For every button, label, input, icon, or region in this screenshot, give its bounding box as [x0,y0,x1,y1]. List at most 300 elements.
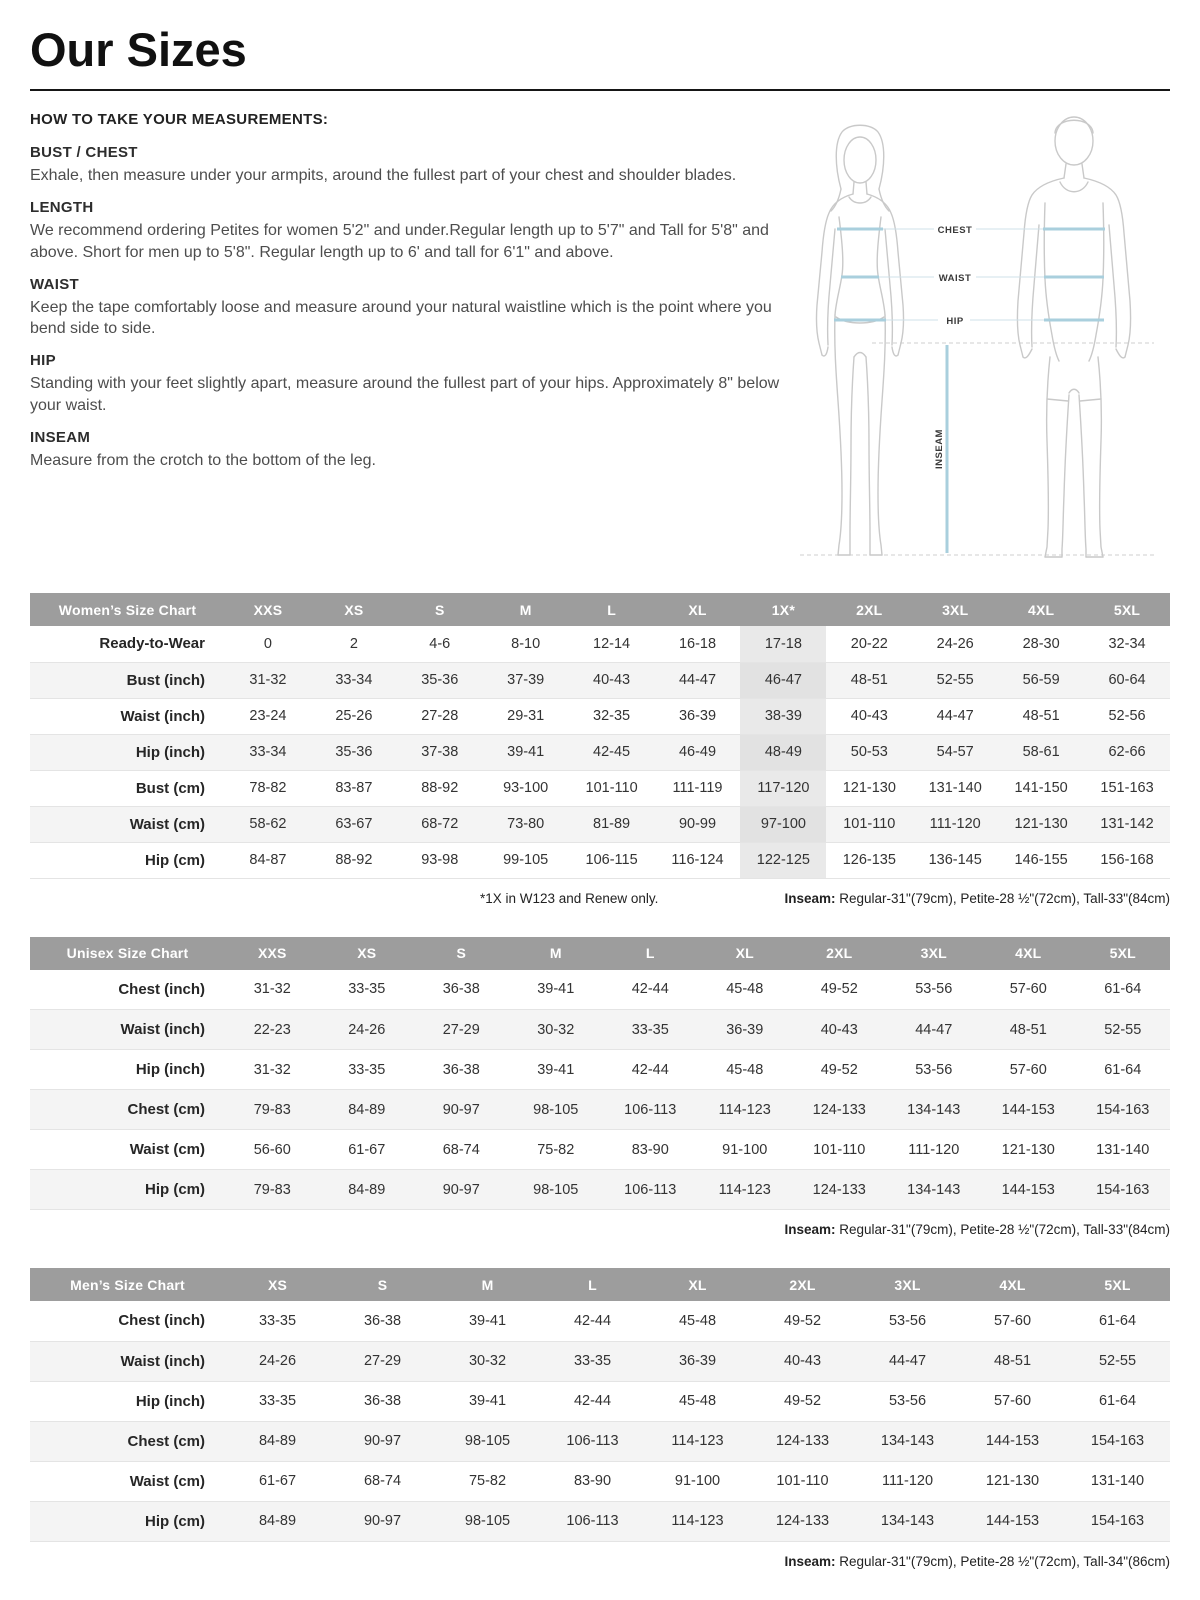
size-cell: 60-64 [1108,672,1146,688]
size-cell: 126-135 [842,852,896,868]
size-cell: 33-35 [348,1061,386,1078]
measurement-diagram [780,105,1170,567]
size-cell: 106-113 [566,1513,619,1529]
size-cell: 49-52 [820,1061,858,1078]
mens-footnotes [30,1554,1170,1574]
mens-size-table [30,1268,1170,1542]
size-cell: 61-67 [348,1141,386,1158]
size-cell: 44-47 [888,1353,927,1369]
size-cell: 101-110 [843,816,896,832]
row-label: Waist (inch) [120,707,205,725]
table-row [30,1050,1170,1090]
row-label: Hip (cm) [145,1512,205,1530]
section-title: LENGTH [30,199,94,217]
row-label: Chest (cm) [127,1101,205,1118]
size-cell: 32-35 [593,708,631,724]
instruction-length [30,199,780,263]
size-cell: 48-51 [850,672,888,688]
size-column-header: 3XL [912,593,998,626]
size-cell: 37-39 [507,672,545,688]
size-cell: 45-48 [678,1393,717,1409]
size-cell: 68-74 [363,1473,402,1489]
size-cell: 2 [349,635,358,652]
size-cell: 44-47 [915,1021,953,1038]
size-cell: 33-35 [258,1312,297,1329]
size-cell: 84-89 [348,1101,386,1118]
size-cell: 52-55 [936,672,974,688]
table-row [30,1090,1170,1130]
size-cell: 134-143 [907,1101,961,1118]
size-cell: 8-10 [511,635,541,652]
size-column-header: L [603,937,698,970]
size-cell: 31-32 [253,981,291,998]
section-title: WAIST [30,275,79,293]
size-cell: 106-113 [566,1433,619,1449]
size-cell: 48-49 [740,734,826,770]
size-cell: 62-66 [1108,744,1146,760]
size-cell: 154-163 [1090,1513,1145,1529]
size-column-header: XXS [225,937,320,970]
size-column-header: M [509,937,604,970]
table-header-row [30,937,1170,970]
size-cell: 154-163 [1096,1101,1150,1118]
size-cell: 39-41 [468,1393,507,1409]
size-cell: 52-55 [1104,1021,1142,1038]
size-cell: 52-56 [1108,708,1146,724]
size-cell: 131-142 [1100,816,1154,832]
table-row [30,1130,1170,1170]
size-cell: 40-43 [593,672,631,688]
inseam-footnote-text: Regular-31"(79cm), Petite-28 ½"(72cm), Tall-33"(84cm) [835,1222,1170,1237]
size-cell: 20-22 [850,635,888,652]
row-label: Waist (inch) [120,1352,205,1370]
footnote-inseam [784,1222,1170,1237]
unisex-size-chart [30,937,1170,1243]
inseam-footnote-label: Inseam: [784,1553,836,1569]
size-cell: 83-87 [335,780,373,796]
size-cell: 146-155 [1014,852,1068,868]
size-cell: 101-110 [585,780,638,796]
size-column-header: 4XL [960,1268,1065,1301]
size-cell: 24-26 [258,1353,297,1369]
size-column-header: XL [645,1268,750,1301]
size-cell: 90-97 [442,1181,480,1198]
size-cell: 46-47 [740,662,826,698]
size-cell: 93-98 [421,852,459,868]
size-column-header: XS [311,593,397,626]
size-cell: 45-48 [726,1061,764,1078]
size-column-header: M [435,1268,540,1301]
size-cell: 114-123 [671,1433,724,1449]
size-column-header: S [330,1268,435,1301]
mens-size-chart [30,1268,1170,1574]
size-cell: 32-34 [1108,635,1146,652]
size-cell: 75-82 [537,1141,575,1158]
size-cell: 83-90 [573,1473,612,1489]
size-cell: 35-36 [335,744,373,760]
size-column-header: 5XL [1084,593,1170,626]
measurement-instructions [30,111,780,484]
size-cell: 44-47 [678,672,717,688]
size-cell: 12-14 [593,635,631,652]
size-cell: 75-82 [468,1473,507,1489]
footnote-1x: *1X in W123 and Renew only. [480,890,659,906]
size-column-header: XL [698,937,793,970]
woman-outline [816,125,903,555]
size-cell: 114-123 [671,1513,724,1529]
table-row [30,698,1170,734]
size-cell: 33-34 [335,672,373,688]
size-cell: 39-41 [537,981,575,998]
size-cell: 36-38 [363,1393,402,1409]
row-label: Hip (cm) [145,1181,205,1198]
size-column-header: 5XL [1076,937,1171,970]
size-cell: 33-35 [348,981,386,998]
section-title: HIP [30,352,56,370]
size-cell: 16-18 [678,635,717,652]
size-cell: 36-38 [442,981,480,998]
size-cell: 40-43 [783,1353,822,1369]
section-body: Exhale, then measure under your armpits, around the fullest part of your chest and shoulder blades. [30,167,737,184]
size-cell: 116-124 [671,852,724,868]
size-cell: 56-60 [253,1141,291,1158]
table-row [30,1301,1170,1341]
size-cell: 45-48 [726,981,764,998]
size-cell: 27-29 [442,1021,480,1038]
section-body: Keep the tape comfortably loose and measure around your natural waistline which is the point where you bend side to side. [30,298,772,338]
size-cell: 56-59 [1022,672,1060,688]
table-row [30,806,1170,842]
size-cell: 53-56 [915,1061,953,1078]
size-cell: 49-52 [820,981,858,998]
hip-label: HIP [946,316,964,327]
size-cell: 46-49 [678,744,717,760]
section-body: Standing with your feet slightly apart, measure around the fullest part of your hips. Approximately 8" below your waist. [30,375,780,414]
size-cell: 90-97 [442,1101,480,1118]
size-cell: 83-90 [631,1141,669,1158]
size-cell: 58-62 [249,816,287,832]
size-cell: 36-39 [726,1021,764,1038]
inseam-footnote-label: Inseam: [784,1222,836,1237]
table-row [30,734,1170,770]
size-cell: 134-143 [880,1433,935,1449]
size-cell: 36-39 [678,708,717,724]
size-cell: 61-64 [1098,1312,1137,1329]
page-title: Our Sizes [30,23,247,76]
size-column-header: S [414,937,509,970]
row-label: Chest (inch) [118,980,205,998]
size-cell: 131-140 [928,780,982,796]
size-column-header: L [540,1268,645,1301]
size-cell: 98-105 [464,1513,511,1529]
row-label: Ready-to-Wear [99,635,205,653]
size-cell: 37-38 [421,744,459,760]
size-cell: 27-29 [363,1353,402,1369]
size-cell: 53-56 [888,1393,927,1409]
unisex-footnotes [30,1222,1170,1242]
section-title: INSEAM [30,428,91,446]
size-cell: 121-130 [842,780,896,796]
size-column-header: 1X* [740,593,826,626]
size-cell: 144-153 [985,1433,1040,1449]
size-cell: 39-41 [468,1312,507,1329]
table-row [30,842,1170,878]
table-row [30,1341,1170,1381]
size-cell: 122-125 [740,842,826,878]
size-cell: 49-52 [783,1393,822,1409]
size-cell: 121-130 [1014,816,1068,832]
size-cell: 61-67 [258,1473,297,1489]
size-cell: 117-120 [740,770,826,806]
row-label: Waist (cm) [129,815,205,833]
size-cell: 27-28 [421,708,459,724]
row-label: Bust (cm) [135,779,205,797]
size-cell: 111-120 [929,816,981,832]
size-cell: 111-119 [672,780,723,796]
size-cell: 30-32 [537,1021,575,1038]
size-column-header: S [397,593,483,626]
size-cell: 98-105 [533,1181,579,1198]
size-cell: 131-140 [1096,1141,1150,1158]
title-divider [30,89,1170,91]
size-cell: 17-18 [740,626,826,662]
size-cell: 39-41 [537,1061,575,1078]
size-column-header: XXS [225,593,311,626]
size-cell: 134-143 [907,1181,961,1198]
size-cell: 48-51 [1022,708,1060,724]
section-title: BUST / CHEST [30,144,138,161]
chest-label: CHEST [937,225,973,236]
row-label: Hip (inch) [135,1392,205,1410]
inseam-label: INSEAM [934,429,945,469]
row-label: Chest (inch) [118,1312,205,1330]
size-cell: 90-97 [363,1513,402,1529]
size-cell: 98-105 [464,1433,511,1449]
inseam-footnote-text: Regular-31"(79cm), Petite-28 ½"(72cm), Tall-34"(86cm) [835,1553,1170,1569]
size-cell: 91-100 [674,1473,721,1489]
man-outline [1017,117,1130,557]
size-column-header: L [569,593,655,626]
table-row [30,970,1170,1010]
section-body: Measure from the crotch to the bottom of the leg. [30,451,376,469]
size-cell: 79-83 [253,1101,291,1118]
size-cell: 141-150 [1014,780,1068,796]
size-cell: 57-60 [1009,1061,1047,1078]
size-cell: 88-92 [335,852,373,868]
row-label: Waist (inch) [120,1021,205,1038]
row-label: Chest (cm) [127,1432,205,1450]
size-cell: 97-100 [740,806,826,842]
size-cell: 36-39 [678,1353,717,1369]
size-cell: 81-89 [593,816,631,832]
row-label: Waist (cm) [129,1141,205,1158]
size-cell: 90-97 [363,1433,402,1449]
waist-label: WAIST [938,273,972,284]
size-cell: 124-133 [812,1181,866,1198]
size-column-header: 4XL [981,937,1076,970]
size-cell: 68-74 [442,1141,480,1158]
size-cell: 93-100 [503,780,549,796]
size-cell: 106-113 [624,1181,677,1198]
size-cell: 53-56 [915,981,953,998]
size-column-header: 3XL [887,937,982,970]
size-cell: 31-32 [249,672,287,688]
size-cell: 54-57 [936,744,974,760]
row-label: Waist (cm) [129,1472,205,1490]
size-column-header: XS [225,1268,330,1301]
size-cell: 28-30 [1022,635,1060,652]
size-cell: 61-64 [1098,1393,1137,1409]
size-cell: 39-41 [507,744,545,760]
size-cell: 48-51 [993,1353,1032,1369]
size-cell: 63-67 [335,816,373,832]
table-row [30,1170,1170,1210]
size-cell: 151-163 [1100,780,1154,796]
size-cell: 61-64 [1104,1061,1142,1078]
table-row [30,770,1170,806]
table-row [30,1421,1170,1461]
size-cell: 84-89 [348,1181,386,1198]
table-row [30,1461,1170,1501]
size-cell: 121-130 [985,1473,1040,1489]
size-cell: 98-105 [533,1101,579,1118]
size-cell: 114-123 [718,1101,771,1118]
size-cell: 90-99 [678,816,717,832]
size-cell: 134-143 [880,1513,935,1529]
size-cell: 124-133 [775,1433,830,1449]
body-outlines-illustration [792,105,1164,567]
size-cell: 42-44 [573,1312,612,1329]
size-cell: 154-163 [1090,1433,1145,1449]
size-cell: 84-89 [258,1513,297,1529]
size-column-header: M [483,593,569,626]
size-cell: 58-61 [1022,744,1060,760]
row-label: Hip (inch) [135,1061,205,1078]
size-column-header: 4XL [998,593,1084,626]
size-cell: 42-45 [593,744,631,760]
size-cell: 25-26 [335,708,373,724]
inseam-footnote-text: Regular-31"(79cm), Petite-28 ½"(72cm), Tall-33"(84cm) [835,890,1170,906]
table-row [30,1381,1170,1421]
table-header-row [30,1268,1170,1301]
size-column-header: XS [320,937,415,970]
size-cell: 38-39 [740,698,826,734]
size-cell: 88-92 [421,780,459,796]
size-cell: 42-44 [631,1061,669,1078]
size-cell: 101-110 [776,1473,829,1489]
table-row [30,662,1170,698]
size-cell: 40-43 [820,1021,858,1038]
size-cell: 33-34 [249,744,287,760]
size-cell: 79-83 [253,1181,291,1198]
size-cell: 68-72 [421,816,459,832]
size-cell: 57-60 [993,1312,1032,1329]
instruction-bust-chest [30,144,780,186]
row-label: Hip (inch) [135,743,205,761]
womens-size-table [30,593,1170,879]
size-cell: 78-82 [249,780,287,796]
size-cell: 24-26 [348,1021,386,1038]
intro-section [30,111,1170,567]
size-cell: 50-53 [850,744,888,760]
size-cell: 24-26 [936,635,974,652]
size-cell: 84-87 [249,852,287,868]
size-cell: 53-56 [888,1312,927,1329]
row-label: Bust (inch) [126,671,205,689]
size-cell: 22-23 [253,1021,291,1038]
size-column-header: 3XL [855,1268,960,1301]
size-cell: 29-31 [507,708,545,724]
size-cell: 31-32 [253,1061,291,1078]
footnote-inseam [784,1554,1170,1569]
size-cell: 40-43 [850,708,888,724]
size-cell: 101-110 [813,1141,866,1158]
size-cell: 52-55 [1098,1353,1137,1369]
instruction-hip [30,352,780,416]
size-cell: 45-48 [678,1312,717,1329]
size-cell: 99-105 [503,852,549,868]
size-cell: 36-38 [442,1061,480,1078]
size-column-header: 5XL [1065,1268,1170,1301]
table-row [30,1501,1170,1541]
table-title: Unisex Size Chart [30,937,225,970]
size-cell: 156-168 [1100,852,1154,868]
size-cell: 106-113 [624,1101,677,1118]
size-cell: 91-100 [722,1141,768,1158]
size-cell: 42-44 [573,1393,612,1409]
row-label: Hip (cm) [145,851,205,869]
unisex-size-table [30,937,1170,1211]
size-cell: 36-38 [363,1312,402,1329]
size-cell: 4-6 [429,635,451,652]
instruction-inseam [30,429,780,471]
size-cell: 0 [263,635,272,652]
size-cell: 35-36 [421,672,459,688]
size-cell: 33-35 [573,1353,612,1369]
size-column-header: XL [655,593,741,626]
size-cell: 124-133 [812,1101,866,1118]
table-row [30,626,1170,662]
size-cell: 23-24 [249,708,287,724]
womens-footnotes [30,891,1170,911]
size-cell: 111-120 [881,1473,934,1489]
size-cell: 42-44 [631,981,669,998]
size-cell: 44-47 [936,708,974,724]
table-title: Women’s Size Chart [30,593,225,626]
size-column-header: 2XL [792,937,887,970]
inseam-footnote-label: Inseam: [784,890,836,906]
size-cell: 106-115 [585,852,638,868]
size-cell: 30-32 [468,1353,507,1369]
womens-size-chart [30,593,1170,911]
size-cell: 49-52 [783,1312,822,1329]
table-row [30,1010,1170,1050]
size-cell: 144-153 [985,1513,1040,1529]
size-cell: 57-60 [993,1393,1032,1409]
table-header-row [30,593,1170,626]
size-cell: 144-153 [1001,1181,1055,1198]
instruction-waist [30,276,780,340]
size-cell: 33-35 [258,1393,297,1409]
size-cell: 114-123 [718,1181,771,1198]
size-cell: 121-130 [1001,1141,1055,1158]
size-column-header: 2XL [750,1268,855,1301]
size-cell: 57-60 [1009,981,1047,998]
size-cell: 73-80 [507,816,545,832]
size-cell: 144-153 [1001,1101,1055,1118]
size-column-header: 2XL [826,593,912,626]
size-cell: 33-35 [631,1021,669,1038]
